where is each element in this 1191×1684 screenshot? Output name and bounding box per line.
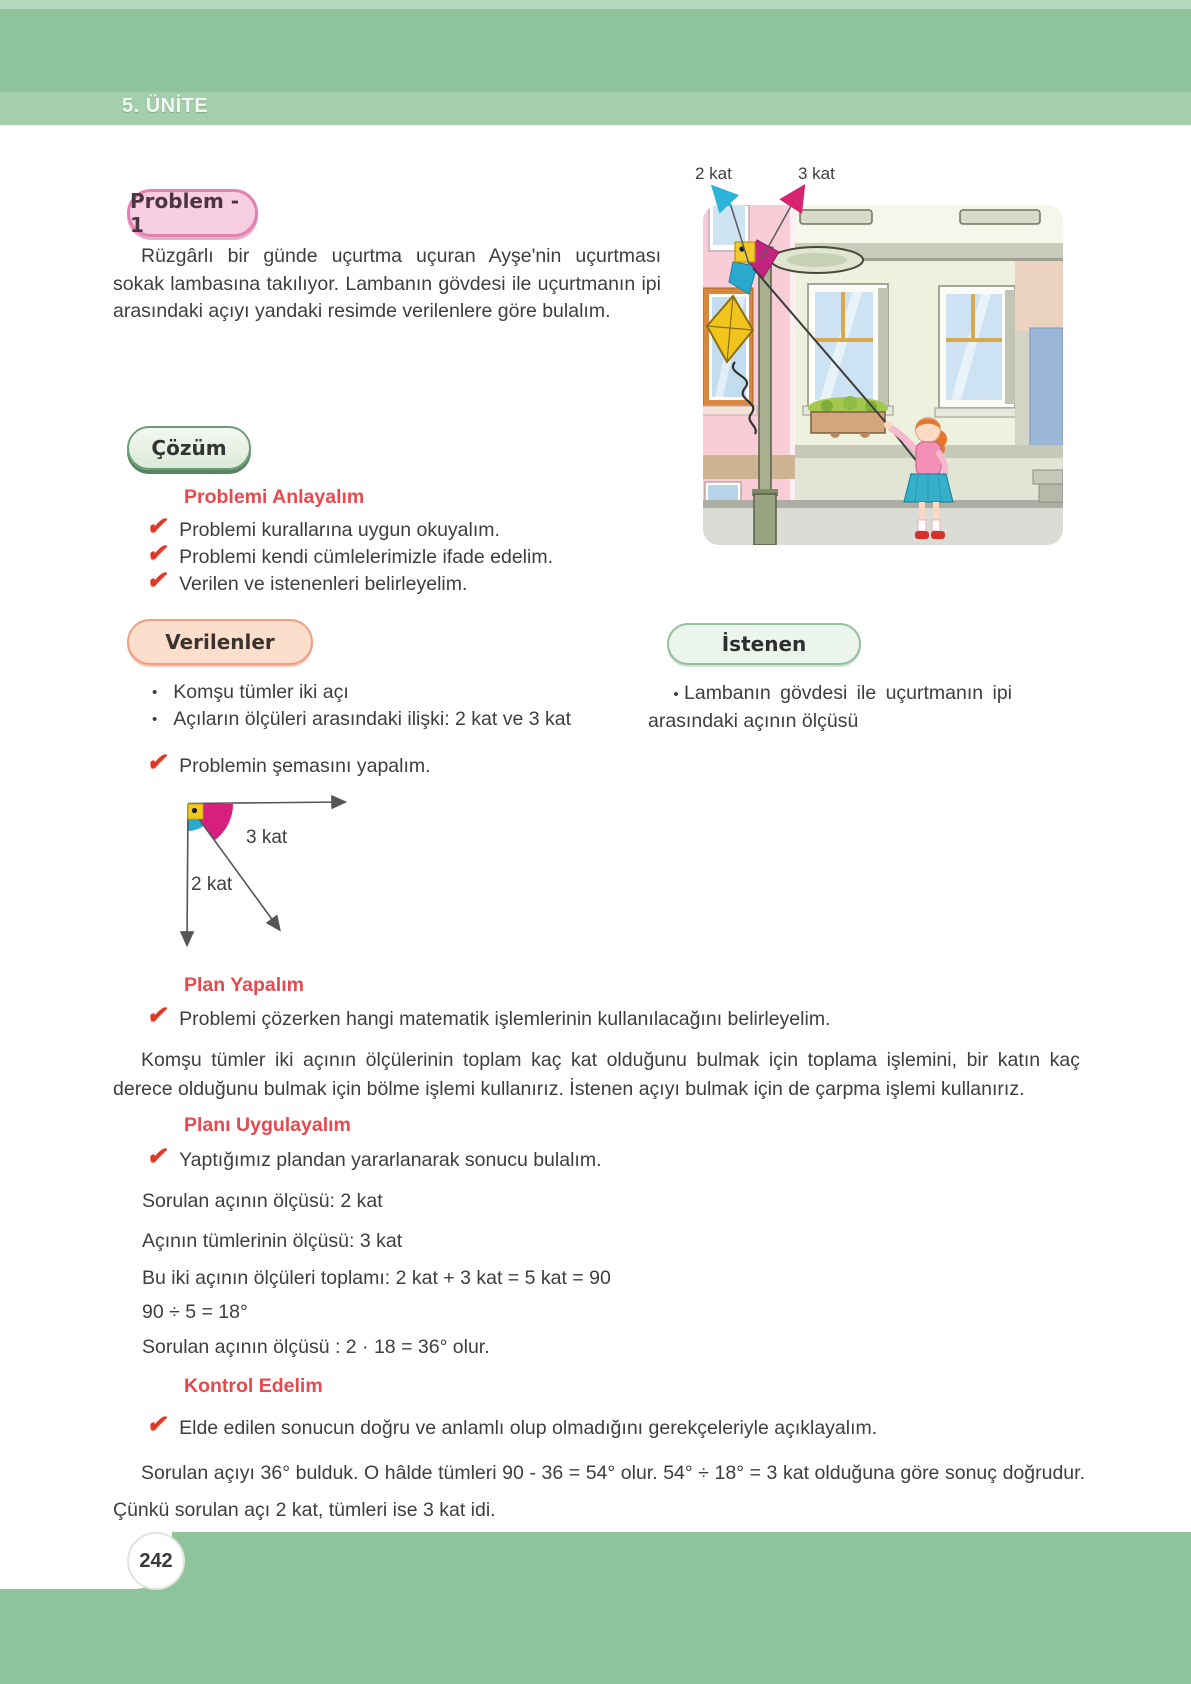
- green-building-window-left: [803, 284, 893, 415]
- diagram-label-3kat: 3 kat: [246, 827, 288, 848]
- facade-fixture-left: [800, 210, 872, 224]
- cozum-badge-label: Çözüm: [151, 436, 227, 460]
- verilenler-badge-label: Verilenler: [165, 630, 275, 654]
- check-text: Problemin şemasını yapalım.: [179, 755, 431, 777]
- cozum-badge: [127, 426, 251, 470]
- check-text: Problemi çözerken hangi matematik işlemlerinin kullanılacağını belirleyelim.: [179, 1008, 831, 1030]
- check-icon: ✔: [145, 1143, 171, 1170]
- wanted-item-text: Lambanın gövdesi ile uçurtmanın ipi arasındaki açının ölçüsü: [648, 682, 1012, 732]
- arrow-2kat: [715, 189, 731, 206]
- check-text: Problemi kendi cümlelerimizle ifade edelim.: [179, 546, 554, 568]
- apply-line: 90 ÷ 5 = 18°: [142, 1301, 248, 1323]
- angle-diagram: [158, 786, 368, 961]
- ray-vertical: [187, 804, 188, 944]
- given-item: [152, 681, 349, 704]
- check-icon: ✔: [145, 1002, 171, 1029]
- verify-paragraph: Sorulan açıyı 36° bulduk. O hâlde tümleri 90 - 36 = 54° olur. 54° ÷ 18° = 3 kat olduğuna göre sonuç doğrudur. Çünkü sorulan açı 2 kat, tümleri ise 3 kat idi.: [113, 1462, 1085, 1521]
- check-text: Elde edilen sonucun doğru ve anlamlı olup olmadığını gerekçeleriyle açıklayalım.: [179, 1417, 878, 1439]
- apply-line: Sorulan açının ölçüsü : 2 · 18 = 36° olur.: [142, 1336, 490, 1358]
- apply-line: Açının tümlerinin ölçüsü: 3 kat: [142, 1230, 403, 1252]
- check-item: [145, 749, 431, 778]
- check-item: [145, 540, 554, 569]
- check-item: [145, 513, 500, 542]
- check-icon: ✔: [145, 567, 171, 594]
- green-building-window-right: [935, 286, 1019, 417]
- given-item: [152, 708, 571, 731]
- apply-heading: Planı Uygulayalım: [184, 1114, 351, 1136]
- header-strip: [0, 0, 1191, 9]
- arrow-3kat: [791, 189, 802, 206]
- check-icon: ✔: [145, 1411, 171, 1438]
- problem-statement: Rüzgârlı bir günde uçurtma uçuran Ayşe'nin uçurtması sokak lambasına takılıyor. Lambanın gövdesi ile uçurtmanın ipi arasındaki açıyı yandaki resimde verilenlere göre bulalım.: [113, 245, 661, 322]
- check-item: [145, 1002, 831, 1031]
- diagram-label-2kat: 2 kat: [191, 874, 233, 895]
- check-icon: ✔: [145, 513, 171, 540]
- label-3kat: 3 kat: [798, 164, 835, 183]
- istenen-badge: [667, 623, 861, 665]
- given-item-text: Açıların ölçüleri arasındaki ilişki: 2 kat ve 3 kat: [173, 708, 572, 730]
- problem-badge-label: Problem - 1: [130, 189, 240, 237]
- plan-paragraph: Komşu tümler iki açının ölçülerinin toplam kaç kat olduğunu bulmak için toplama işlemini, bir katın kaç derece olduğunu bulmak için bölme işlemi kullanırız. İstenen açıyı bulmak için de çarpma işlemi kullanırız.: [113, 1049, 1080, 1100]
- page-number: 242: [139, 1549, 173, 1572]
- check-item: [145, 1143, 602, 1172]
- understand-heading: Problemi Anlayalım: [184, 486, 365, 508]
- bullet-icon: •: [152, 711, 158, 728]
- apply-line: Bu iki açının ölçüleri toplamı: 2 kat + 3 kat = 5 kat = 90: [142, 1267, 611, 1289]
- bullet-icon: •: [673, 686, 679, 703]
- ray-horizontal: [188, 802, 344, 804]
- street-lamp-illustration: [645, 148, 1065, 558]
- plan-heading: Plan Yapalım: [184, 974, 304, 996]
- page-number-badge: [127, 1532, 185, 1590]
- facade-fixture-right: [960, 210, 1040, 224]
- vertex-dot: [192, 808, 197, 813]
- wanted-item: [648, 680, 1012, 735]
- ray-diagonal: [188, 804, 279, 929]
- verilenler-badge: [127, 619, 313, 665]
- check-item: [145, 1411, 878, 1440]
- verify-heading: Kontrol Edelim: [184, 1375, 323, 1397]
- flower-box: [808, 396, 888, 438]
- check-text: Verilen ve istenenleri belirleyelim.: [179, 573, 468, 595]
- check-icon: ✔: [145, 749, 171, 776]
- check-item: [145, 567, 468, 596]
- apply-line: Sorulan açının ölçüsü: 2 kat: [142, 1190, 383, 1212]
- problem-badge: [127, 189, 258, 237]
- given-item-text: Komşu tümler iki açı: [173, 681, 349, 703]
- check-icon: ✔: [145, 540, 171, 567]
- right-wall: [1015, 261, 1063, 331]
- label-2kat: 2 kat: [695, 164, 732, 183]
- bullet-icon: •: [152, 684, 158, 701]
- check-text: Problemi kurallarına uygun okuyalım.: [179, 519, 500, 541]
- unit-label: 5. ÜNİTE: [122, 95, 209, 117]
- check-text: Yaptığımız plandan yararlanarak sonucu bulalım.: [179, 1149, 602, 1171]
- istenen-badge-label: İstenen: [721, 632, 807, 656]
- pink-building-band: [703, 455, 795, 479]
